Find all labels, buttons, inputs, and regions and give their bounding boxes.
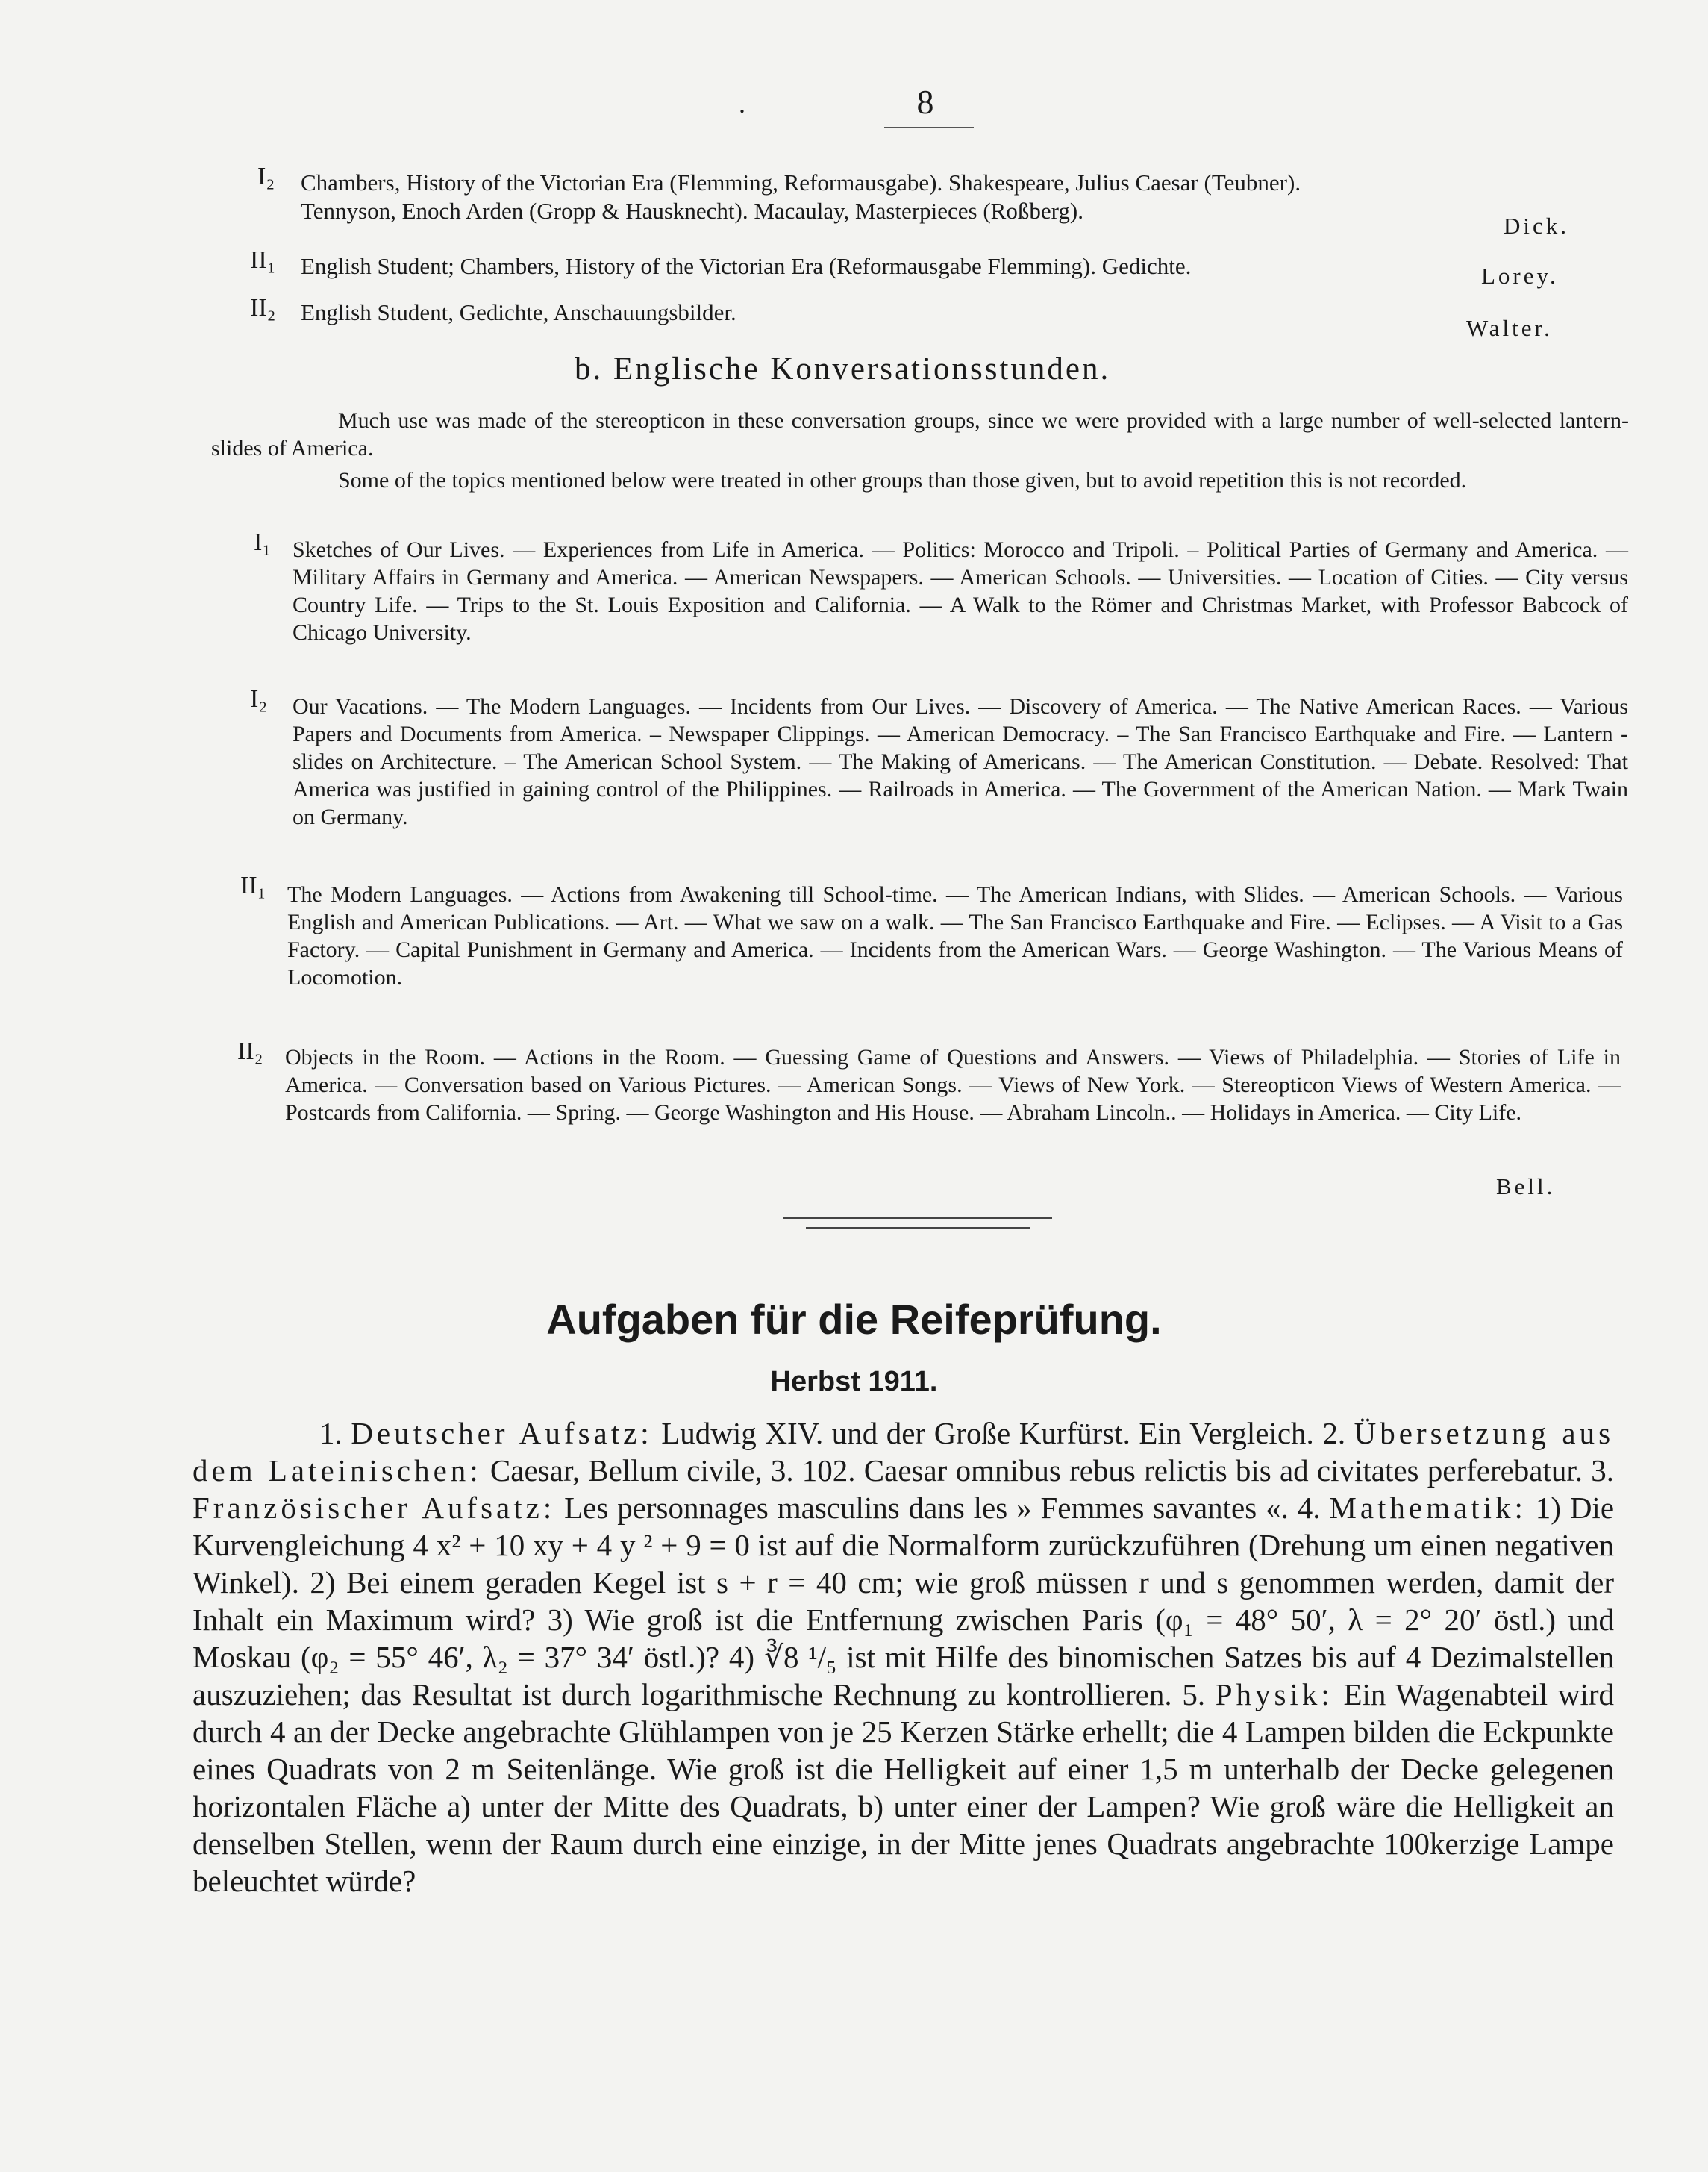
group-text-4: Objects in the Room. — Actions in the Room. — Guessing Game of Questions and Answers. — Views of Philadelphia. — Stories of Life in America. — Conversation based on Various Pictures. — American Songs. — Views of New York. — Stereopticon Views of Western America. — Postcards from California. — Spring. — George Washington and His House. — Abraham Lincoln.. — Holidays in America. — City Life. [285, 1045, 1621, 1125]
reading-class-1: I₂ [257, 163, 275, 190]
task-4-text: 1) Die Kurvengleichung 4 x² + 10 xy + 4 y ² + 9 = 0 ist auf die Normalform zurückzuführen (Drehung um einen negativen Winkel). 2) Bei einem geraden Kegel ist s + r = 40 cm; wie groß müssen r und s genommen werden, damit der Inhalt ein Maximum wird? 3) Wie groß ist die Entfernung zwischen Paris (φ₁ = 48° 50′, λ = 2° 20′ östl.) und Moskau (φ₂ = 55° 46′, λ₂ = 37° 34′ östl.)? 4) ∛8 ¹/₅ ist mit Hilfe des binomischen Satzes bis auf 4 Dezimalstellen auszuziehen; das Resultat ist durch logarithmische Rechnung zu kontrollieren. [193, 1491, 1615, 1711]
exam-tasks [193, 1414, 1614, 1900]
group-class-1: I₁ [254, 528, 272, 556]
reading-text-1: Chambers, History of the Victorian Era (Flemming, Reformausgabe). Shakespeare, Julius Caesar (Teubner). [301, 169, 1301, 196]
task-1-text: Ludwig XIV. und der Große Kurfürst. Ein Vergleich. [661, 1416, 1314, 1450]
page-number-rule [884, 127, 974, 128]
section-b-heading: b. Englische Konversationsstunden. [575, 352, 1111, 387]
group-class-2: I₂ [250, 685, 268, 713]
task-5-label: Physik: [1215, 1677, 1333, 1711]
reading-text-1b: Tennyson, Enoch Arden (Gropp & Hausknecht). Macaulay, Masterpieces (Roßberg). [301, 198, 1083, 224]
separator-rule-top [783, 1217, 1052, 1219]
exam-subtitle: Herbst 1911. [770, 1366, 938, 1397]
page-dot: . [739, 89, 745, 119]
task-5-number: 5. [1182, 1677, 1206, 1711]
task-1-label: Deutscher Aufsatz: [351, 1416, 653, 1450]
task-2-number: 2. [1322, 1416, 1346, 1450]
separator-rule-bottom [806, 1227, 1030, 1229]
teacher-walter: Walter. [1466, 315, 1553, 341]
teacher-bell: Bell. [1496, 1173, 1556, 1199]
reading-class-2: II₁ [250, 246, 276, 274]
teacher-dick: Dick. [1504, 213, 1570, 239]
reading-text-2: English Student; Chambers, History of the Victorian Era (Reformausgabe Flemming). Gedichte. [301, 253, 1192, 279]
teacher-lorey: Lorey. [1481, 263, 1559, 289]
task-3-text: Les personnages masculins dans les » Femmes savantes «. [564, 1491, 1289, 1525]
section-b-intro-1: Much use was made of the stereopticon in these conversation groups, since we were provided with a large number of well-selected lantern-slides of America. [211, 408, 1629, 461]
task-4-number: 4. [1297, 1491, 1321, 1525]
task-2-text: Caesar, Bellum civile, 3. 102. Caesar omnibus rebus relictis bis ad civitates perferebatur. [489, 1453, 1583, 1488]
task-4-label: Mathematik: [1329, 1491, 1527, 1525]
task-1-number: 1. [319, 1416, 342, 1450]
group-text-1: Sketches of Our Lives. — Experiences from Life in America. — Politics: Morocco and Tripoli. – Political Parties of Germany and America. — Military Affairs in Germany and America. — American Newspapers. — American Schools. — Universities. — Location of Cities. — City versus Country Life. — Trips to the St. Louis Exposition and California. — A Walk to the Römer and Christmas Market, with Professor Babcock of Chicago University. [293, 537, 1628, 645]
exam-title: Aufgaben für die Reifeprüfung. [546, 1296, 1162, 1343]
group-class-3: II₁ [240, 872, 266, 899]
reading-text-3: English Student, Gedichte, Anschauungsbilder. [301, 299, 736, 325]
task-3-label: Französischer Aufsatz: [193, 1491, 556, 1525]
task-3-number: 3. [1591, 1453, 1615, 1488]
reading-class-3: II₂ [250, 294, 276, 322]
task-5-text: Ein Wagenabteil wird durch 4 an der Decke angebrachte Glühlampen von je 25 Kerzen Stärke erhellt; die 4 Lampen bilden die Eckpunkte eines Quadrats von 2 m Seitenlänge. Wie groß ist die Helligkeit auf einer 1,5 m unterhalb der Decke gelegenen horizontalen Fläche a) unter der Mitte des Quadrats, b) unter einer der Lampen? Wie groß wäre die Helligkeit an denselben Stellen, wenn der Raum durch eine einzige, in der Mitte jenes Quadrats angebrachte 100kerzige Lampe beleuchtet würde? [193, 1677, 1614, 1898]
page-number: 8 [916, 83, 934, 121]
task-2-label: Übersetzung aus dem Lateinischen: [193, 1416, 1615, 1488]
group-text-3: The Modern Languages. — Actions from Awakening till School-time. — The American Indians, with Slides. — American Schools. — Various English and American Publications. — Art. — What we saw on a walk. — The San Francisco Earthquake and Fire. — Eclipses. — A Visit to a Gas Factory. — Capital Punishment in Germany and America. — Incidents from the American Wars. — George Washington. — The Various Means of Locomotion. [287, 882, 1623, 990]
group-class-4: II₂ [237, 1037, 263, 1065]
group-text-2: Our Vacations. — The Modern Languages. — Incidents from Our Lives. — Discovery of America. — The Native American Races. — Various Papers and Documents from America. – Newspaper Clippings. — American Democracy. – The San Francisco Earthquake and Fire. — Lantern - slides on Architecture. – The American School System. — The Making of Americans. — The American Constitution. — Debate. Resolved: That America was justified in gaining control of the Philippines. — Railroads in America. — The Government of the American Nation. — Mark Twain on Germany. [293, 694, 1628, 829]
section-b-intro-2: Some of the topics mentioned below were treated in other groups than those given, but to avoid repetition this is not recorded. [338, 468, 1467, 493]
